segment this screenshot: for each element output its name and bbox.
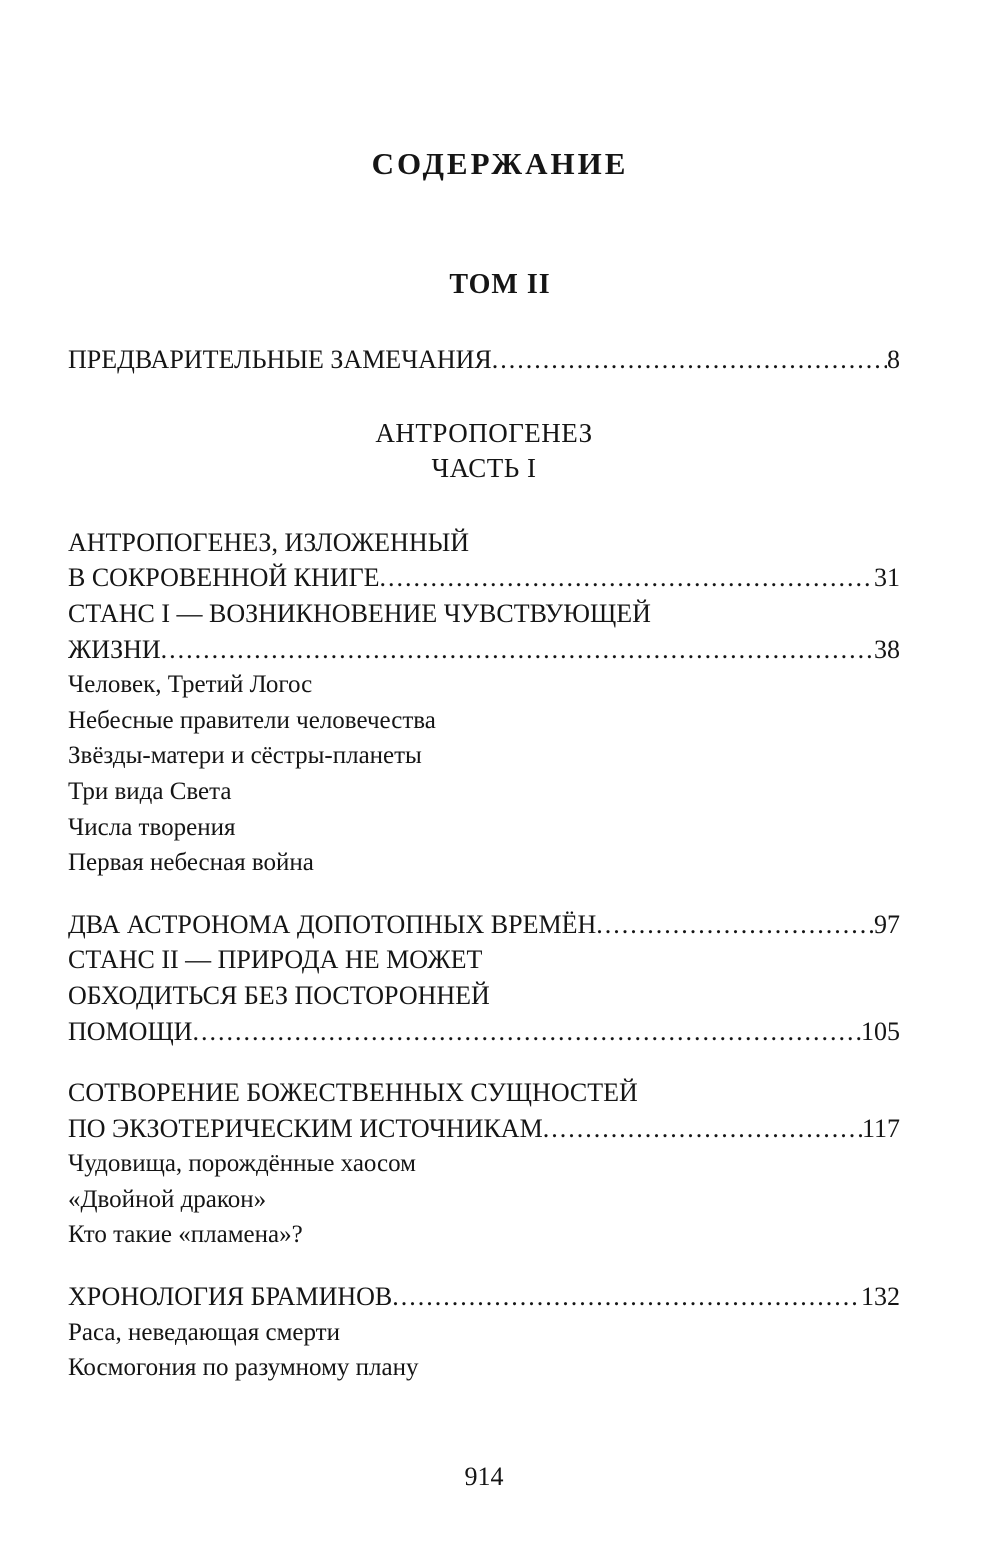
toc-entry-line [68,342,900,378]
page-title: СОДЕРЖАНИЕ [371,146,629,181]
toc-entry-line [68,1075,900,1111]
toc-entry-text: АНТРОПОГЕНЕЗ, ИЗЛОЖЕННЫЙ [68,527,470,557]
toc-entry-line [68,560,900,596]
toc-entry-text: В СОКРОВЕННОЙ КНИГЕ [68,563,380,593]
toc-entry-text: АНТРОПОГЕНЕЗ [375,417,593,448]
toc-entry-line [68,845,900,881]
toc-entry-text: Небесные правители человечества [68,706,436,734]
toc-entry-line [68,810,900,846]
toc-entry-text: Первая небесная война [68,849,314,877]
toc-entry-text: ПРЕДВАРИТЕЛЬНЫЕ ЗАМЕЧАНИЯ [68,345,492,374]
toc-entry-text: Три вида Света [68,777,232,805]
toc-entry-line [68,942,900,978]
toc-entry-line [68,703,900,739]
toc-entry-line [68,1315,900,1351]
toc-entry-text: СТАНС I — ВОЗНИКНОВЕНИЕ ЧУВСТВУЮЩЕЙ [68,598,651,628]
toc-entry-text: Человек, Третий Логос [68,671,313,699]
toc-page-number: 117 [861,1113,900,1143]
toc-entry-text: Числа творения [68,813,236,841]
toc-entry-text: Раса, неведающая смерти [68,1318,340,1346]
toc-entry-text: Звёзды-матери и сёстры-планеты [68,742,422,770]
toc-page-number: 97 [874,909,900,939]
toc-entry-line [68,738,900,774]
toc-page-number: 132 [861,1282,900,1312]
table-of-contents [68,342,900,1386]
toc-entry-text: СОТВОРЕНИЕ БОЖЕСТВЕННЫХ СУЩНОСТЕЙ [68,1078,638,1108]
toc-page-number: 105 [861,1016,900,1046]
toc-entry-line [68,596,900,632]
toc-page-number: 31 [874,563,900,593]
toc-entry-line [68,1146,900,1182]
toc-entry-line [68,1182,900,1218]
page-number: 914 [464,1462,504,1491]
dot-leader [380,560,875,596]
dot-leader [392,1279,861,1315]
dot-leader [192,1014,861,1050]
toc-entry-text: Космогония по разумному плану [68,1354,419,1382]
toc-entry-text: Кто такие «пламена»? [68,1221,303,1249]
toc-entry-line [68,632,900,668]
dot-leader [543,1111,862,1147]
toc-entry-text: СТАНС II — ПРИРОДА НЕ МОЖЕТ [68,945,483,975]
toc-entry-line [68,978,900,1014]
toc-entry-line [68,1014,900,1050]
toc-entry-text: ОБХОДИТЬСЯ БЕЗ ПОСТОРОННЕЙ [68,980,490,1010]
toc-entry-line [68,1111,900,1147]
toc-entry-line [68,907,900,943]
toc-entry-text: «Двойной дракон» [68,1185,267,1213]
toc-entry-line [68,1217,900,1253]
toc-entry-text: ПО ЭКЗОТЕРИЧЕСКИМ ИСТОЧНИКАМ [68,1113,543,1143]
toc-entry-text: ПОМОЩИ [68,1016,193,1046]
dot-leader [492,342,887,378]
toc-page-number: 8 [887,345,900,374]
volume-heading: ТОМ II [449,269,551,300]
toc-entry-line [68,667,900,703]
toc-page-number: 38 [874,634,900,664]
toc-section-heading [68,451,900,487]
toc-entry-line [68,525,900,561]
toc-entry-text: Чудовища, порождённые хаосом [68,1150,416,1178]
toc-section-heading [68,416,900,452]
toc-entry-text: ХРОНОЛОГИЯ БРАМИНОВ [68,1282,393,1312]
dot-leader [596,907,874,943]
dot-leader [161,632,874,668]
toc-entry-text: ЧАСТЬ I [431,453,537,484]
toc-entry-line [68,774,900,810]
toc-entry-text: ЖИЗНИ [68,634,161,664]
toc-entry-line [68,1279,900,1315]
toc-entry-line [68,1350,900,1386]
toc-entry-text: ДВА АСТРОНОМА ДОПОТОПНЫХ ВРЕМЁН [68,909,597,939]
